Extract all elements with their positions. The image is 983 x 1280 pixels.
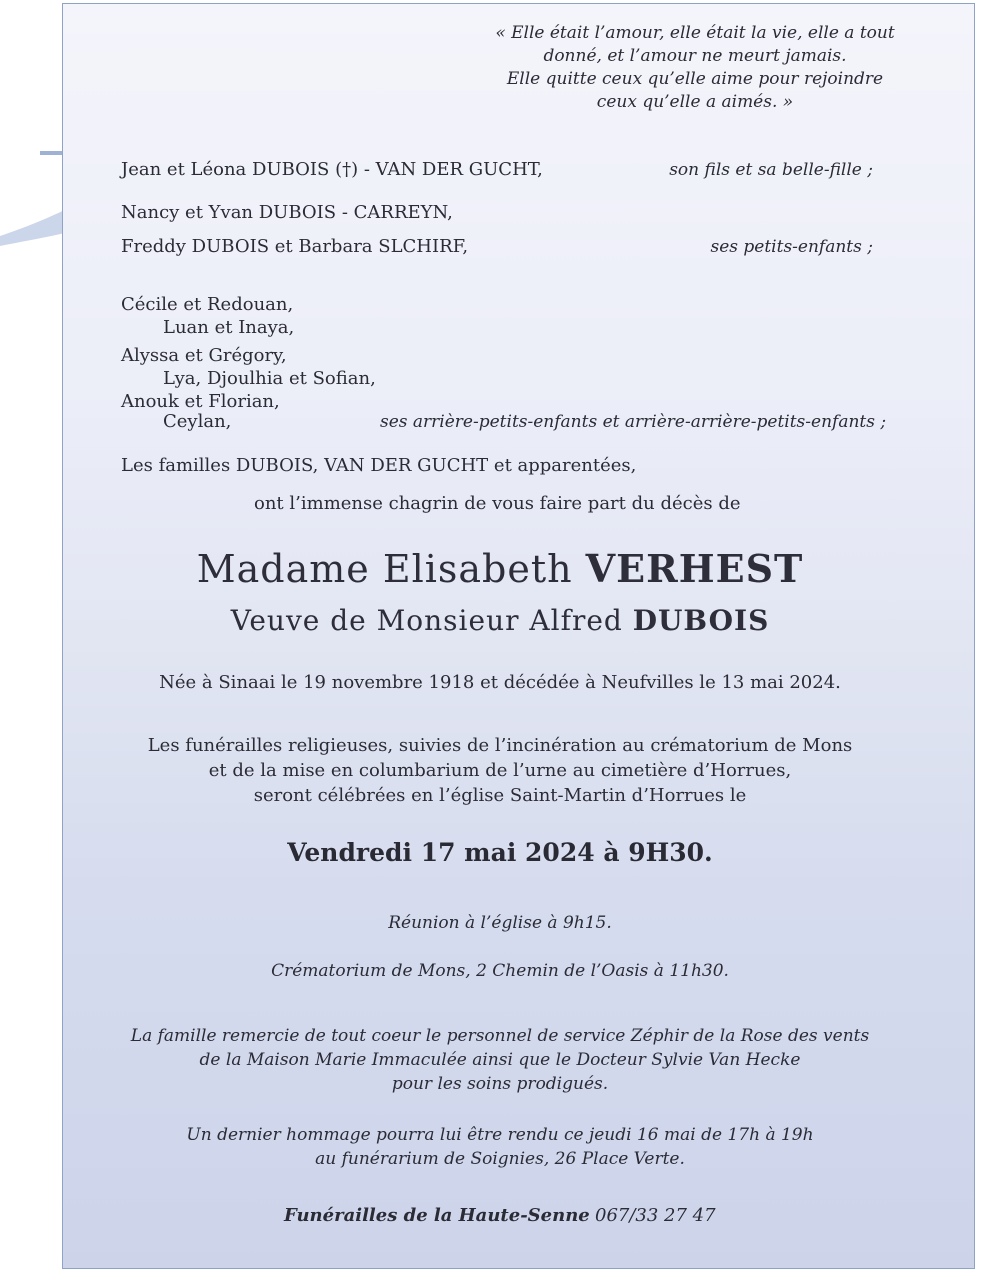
- widow-prefix: Veuve de Monsieur Alfred: [230, 604, 633, 637]
- funeral-date-text: Vendredi 17 mai 2024 à 9H30.: [287, 838, 713, 867]
- tribute-line-1: Un dernier hommage pourra lui être rendu ce jeudi 16 mai de 17h à 19h: [186, 1125, 814, 1145]
- quote-line-2: donné, et l’amour ne meurt jamais.: [543, 46, 847, 66]
- son-names: Jean et Léona DUBOIS (†) - VAN DER GUCHT,: [121, 159, 543, 180]
- husband-surname: DUBOIS: [632, 604, 770, 637]
- funeral-line-1: Les funérailles religieuses, suivies de l’incinération au crématorium de Mons: [147, 735, 853, 756]
- announcement-line: ont l’immense chagrin de vous faire part du décès de: [254, 493, 741, 514]
- funeral-company: Funérailles de la Haute-Senne: [284, 1205, 590, 1226]
- funeral-date: [120, 838, 880, 868]
- son-role: son fils et sa belle-fille ;: [669, 160, 873, 180]
- great-great-grandchild-2: Lya, Djoulhia et Sofian,: [163, 368, 376, 389]
- thanks-line-2: de la Maison Marie Immaculée ainsi que le Docteur Sylvie Van Hecke: [199, 1050, 801, 1070]
- families-line: Les familles DUBOIS, VAN DER GUCHT et apparentées,: [121, 455, 637, 476]
- crematorium-info: Crématorium de Mons, 2 Chemin de l’Oasis à 11h30.: [271, 961, 729, 981]
- widow-of: [120, 604, 880, 638]
- grandchildren-role: ses petits-enfants ;: [710, 237, 873, 257]
- grandchild-2: Freddy DUBOIS et Barbara SLCHIRF,: [121, 236, 469, 257]
- great-grandchild-3: Anouk et Florian,: [121, 391, 280, 412]
- funeral-phone: 067/33 27 47: [595, 1205, 716, 1226]
- funeral-line-2: et de la mise en columbarium de l’urne au cimetière d’Horrues,: [208, 760, 792, 781]
- great-grandchildren-role: ses arrière-petits-enfants et arrière-arrière-petits-enfants ;: [380, 412, 887, 432]
- funeral-line-3: seront célébrées en l’église Saint-Martin d’Horrues le: [253, 785, 747, 806]
- deceased-surname: VERHEST: [585, 546, 804, 591]
- great-grandchild-1: Cécile et Redouan,: [121, 294, 294, 315]
- birth-death-line: Née à Sinaai le 19 novembre 1918 et décédée à Neufvilles le 13 mai 2024.: [159, 672, 841, 693]
- church-meeting: Réunion à l’église à 9h15.: [388, 913, 612, 933]
- great-grandchild-2: Alyssa et Grégory,: [121, 345, 287, 366]
- grandchild-1: Nancy et Yvan DUBOIS - CARREYN,: [121, 202, 453, 223]
- thanks-line-1: La famille remercie de tout coeur le personnel de service Zéphir de la Rose des vents: [130, 1026, 870, 1046]
- deceased-first-names: Madame Elisabeth: [196, 547, 586, 591]
- quote-line-1: « Elle était l’amour, elle était la vie, elle a tout: [495, 23, 895, 43]
- great-great-grandchild-3: Ceylan,: [163, 411, 232, 432]
- quote-line-3: Elle quitte ceux qu’elle aime pour rejoindre: [506, 69, 884, 89]
- quote-line-4: ceux qu’elle a aimés. »: [596, 92, 794, 112]
- thanks-line-3: pour les soins prodigués.: [391, 1074, 609, 1094]
- great-great-grandchild-1: Luan et Inaya,: [163, 317, 295, 338]
- deceased-name: [120, 546, 880, 592]
- tribute-line-2: au funérarium de Soignies, 26 Place Verte.: [315, 1149, 685, 1169]
